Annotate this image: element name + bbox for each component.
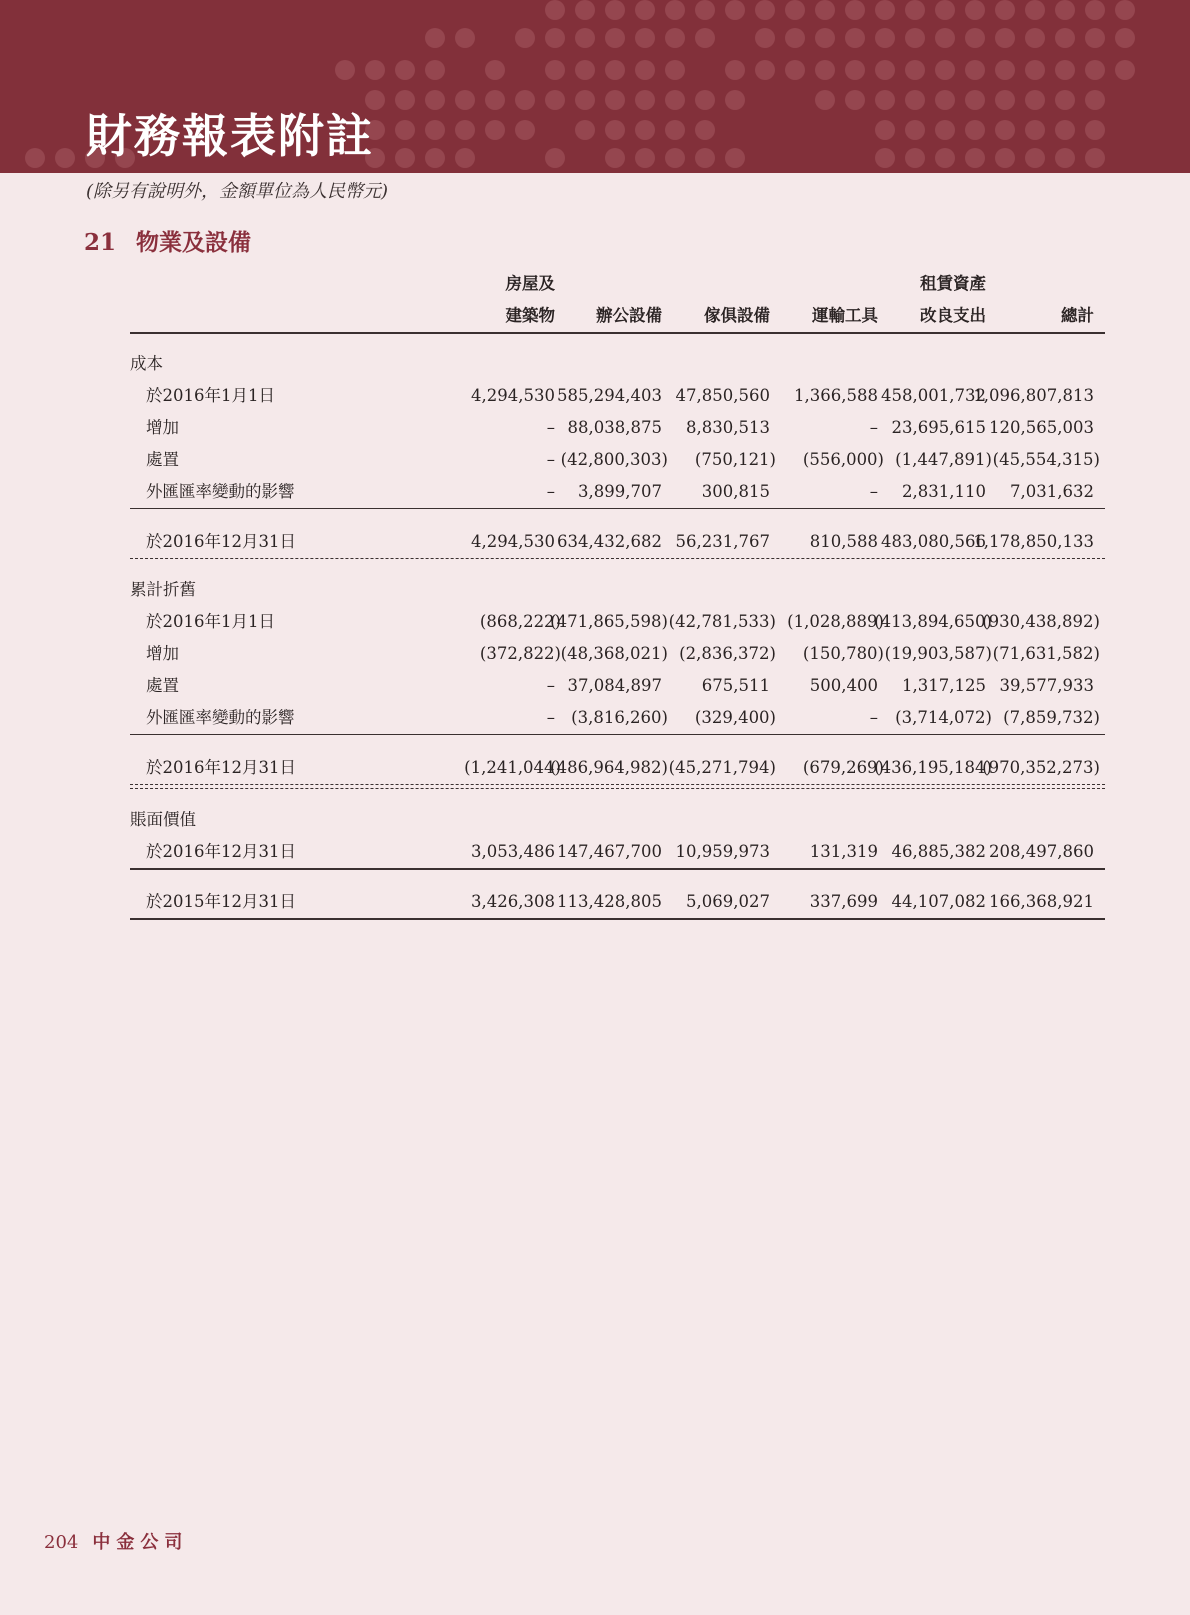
table-row	[130, 380, 1105, 412]
decorative-dot	[455, 148, 475, 168]
row-label: 於2016年1月1日	[146, 386, 275, 405]
value-cell: 1,096,807,813	[973, 386, 1094, 405]
value-cell: 810,588	[809, 532, 878, 551]
column-header: 傢俱設備	[704, 306, 770, 325]
decorative-dot	[905, 28, 925, 48]
value-cell: (150,780)	[802, 644, 884, 663]
decorative-dot	[725, 60, 745, 80]
decorative-dot	[605, 120, 625, 140]
decorative-dot	[665, 120, 685, 140]
decorative-dot	[815, 28, 835, 48]
total-dashed-rule-2	[130, 788, 1105, 789]
decorative-dot	[695, 28, 715, 48]
decorative-dot	[1055, 90, 1075, 110]
value-cell: (556,000)	[802, 450, 884, 469]
value-cell: 5,069,027	[686, 892, 770, 911]
decorative-dot	[575, 90, 595, 110]
decorative-dot	[335, 60, 355, 80]
decorative-dot	[665, 60, 685, 80]
decorative-dot	[815, 60, 835, 80]
row-label: 處置	[146, 676, 179, 695]
section-label: 成本	[130, 354, 163, 373]
decorative-dot	[1055, 28, 1075, 48]
decorative-dot	[1115, 60, 1135, 80]
decorative-dot	[755, 60, 775, 80]
value-cell: (1,028,889)	[787, 612, 884, 631]
decorative-dot	[815, 90, 835, 110]
value-cell: 4,294,530	[471, 532, 555, 551]
decorative-dot	[905, 60, 925, 80]
decorative-dot	[995, 90, 1015, 110]
decorative-dot	[605, 90, 625, 110]
decorative-dot	[995, 148, 1015, 168]
row-label: 處置	[146, 450, 179, 469]
value-cell: 88,038,875	[567, 418, 662, 437]
decorative-dot	[545, 28, 565, 48]
decorative-dot	[455, 90, 475, 110]
carrying-rule-2015	[130, 918, 1105, 920]
decorative-dot	[395, 90, 415, 110]
value-cell: 3,899,707	[578, 482, 662, 501]
value-cell: –	[546, 482, 555, 501]
value-cell: –	[546, 450, 555, 469]
value-cell: 131,319	[809, 842, 878, 861]
decorative-dot	[725, 148, 745, 168]
table-row	[130, 886, 1105, 918]
section-number: 21	[84, 229, 117, 256]
row-label: 於2015年12月31日	[146, 892, 296, 911]
value-cell: 337,699	[809, 892, 878, 911]
decorative-dot	[755, 28, 775, 48]
decorative-dot	[935, 28, 955, 48]
value-cell: (486,964,982)	[550, 758, 668, 777]
row-label: 增加	[146, 418, 179, 437]
decorative-dot	[875, 90, 895, 110]
value-cell: (868,222)	[479, 612, 561, 631]
value-cell: 166,368,921	[989, 892, 1094, 911]
decorative-dot	[1085, 28, 1105, 48]
section-label: 累計折舊	[130, 580, 196, 599]
decorative-dot	[395, 148, 415, 168]
decorative-dot	[485, 60, 505, 80]
decorative-dot	[935, 148, 955, 168]
column-header: 租賃資產	[920, 274, 986, 293]
value-cell: 1,366,588	[794, 386, 878, 405]
decorative-dot	[965, 148, 985, 168]
row-label: 於2016年12月31日	[146, 842, 296, 861]
value-cell: 7,031,632	[1010, 482, 1094, 501]
column-header: 房屋及	[505, 274, 555, 293]
table-row	[130, 702, 1105, 734]
decorative-dot	[845, 0, 865, 20]
value-cell: 300,815	[701, 482, 770, 501]
value-cell: 3,426,308	[471, 892, 555, 911]
decorative-dot	[515, 90, 535, 110]
decorative-dot	[935, 0, 955, 20]
decorative-dot	[725, 0, 745, 20]
value-cell: 634,432,682	[557, 532, 662, 551]
decorative-dot	[635, 0, 655, 20]
decorative-dot	[665, 28, 685, 48]
value-cell: (750,121)	[694, 450, 776, 469]
value-cell: –	[869, 708, 878, 727]
table-row	[130, 444, 1105, 476]
decorative-dot	[965, 60, 985, 80]
page-title: 財務報表附註	[86, 109, 374, 163]
value-cell: (436,195,184)	[874, 758, 992, 777]
decorative-dot	[905, 0, 925, 20]
header-rule	[130, 332, 1105, 334]
decorative-dot	[365, 60, 385, 80]
decorative-dot	[1025, 28, 1045, 48]
decorative-dot	[425, 28, 445, 48]
value-cell: 39,577,933	[999, 676, 1094, 695]
value-cell: 675,511	[701, 676, 770, 695]
decorative-dot	[575, 28, 595, 48]
decorative-dot	[545, 0, 565, 20]
decorative-dot	[395, 120, 415, 140]
decorative-dot	[845, 28, 865, 48]
decorative-dot	[785, 28, 805, 48]
decorative-dot	[1115, 0, 1135, 20]
decorative-dot	[695, 90, 715, 110]
value-cell: 113,428,805	[557, 892, 662, 911]
value-cell: 47,850,560	[675, 386, 770, 405]
decorative-dot	[905, 90, 925, 110]
value-cell: (45,554,315)	[992, 450, 1100, 469]
row-label: 於2016年12月31日	[146, 758, 296, 777]
value-cell: 1,317,125	[902, 676, 986, 695]
decorative-dot	[875, 148, 895, 168]
value-cell: (3,714,072)	[895, 708, 992, 727]
decorative-dot	[395, 60, 415, 80]
decorative-dot	[605, 60, 625, 80]
section-label-cost	[130, 348, 1105, 380]
section-title: 物業及設備	[136, 229, 252, 256]
decorative-dot	[965, 90, 985, 110]
decorative-dot	[635, 60, 655, 80]
value-cell: 120,565,003	[989, 418, 1094, 437]
total-row	[130, 526, 1105, 558]
total-row	[130, 752, 1105, 784]
value-cell: (42,781,533)	[668, 612, 776, 631]
page-number: 204	[44, 1532, 79, 1553]
decorative-dot	[575, 60, 595, 80]
value-cell: (2,836,372)	[679, 644, 776, 663]
decorative-dot	[605, 0, 625, 20]
decorative-dot	[635, 28, 655, 48]
decorative-dot	[605, 148, 625, 168]
decorative-dot	[995, 120, 1015, 140]
value-cell: –	[546, 418, 555, 437]
column-header-line2	[130, 300, 1105, 332]
value-cell: 10,959,973	[675, 842, 770, 861]
column-header: 總計	[1061, 306, 1094, 325]
table-row	[130, 836, 1105, 868]
value-cell: (48,368,021)	[560, 644, 668, 663]
decorative-dot	[695, 0, 715, 20]
value-cell: (7,859,732)	[1003, 708, 1100, 727]
decorative-dot	[875, 120, 895, 140]
value-cell: (372,822)	[479, 644, 561, 663]
decorative-dot	[1085, 60, 1105, 80]
value-cell: (71,631,582)	[992, 644, 1100, 663]
value-cell: 208,497,860	[989, 842, 1094, 861]
decorative-dot	[785, 0, 805, 20]
value-cell: 56,231,767	[675, 532, 770, 551]
value-cell: 147,467,700	[557, 842, 662, 861]
decorative-dot	[1085, 120, 1105, 140]
value-cell: 46,885,382	[891, 842, 986, 861]
column-header-line1	[130, 268, 1105, 300]
decorative-dot	[935, 90, 955, 110]
decorative-dot	[845, 90, 865, 110]
subtotal-rule	[130, 734, 1105, 735]
decorative-dot	[1085, 0, 1105, 20]
decorative-dot	[995, 60, 1015, 80]
value-cell: (3,816,260)	[571, 708, 668, 727]
decorative-dot	[935, 60, 955, 80]
value-cell: 44,107,082	[891, 892, 986, 911]
decorative-dot	[935, 120, 955, 140]
decorative-dot	[455, 120, 475, 140]
value-cell: 23,695,615	[891, 418, 986, 437]
value-cell: (930,438,892)	[982, 612, 1100, 631]
decorative-dot	[425, 120, 445, 140]
value-cell: –	[869, 482, 878, 501]
value-cell: (42,800,303)	[560, 450, 668, 469]
decorative-dot	[1055, 0, 1075, 20]
value-cell: 3,053,486	[471, 842, 555, 861]
value-cell: (19,903,587)	[884, 644, 992, 663]
decorative-dot	[365, 90, 385, 110]
decorative-dot	[965, 120, 985, 140]
decorative-dot	[545, 148, 565, 168]
value-cell: (970,352,273)	[982, 758, 1100, 777]
decorative-dot	[1025, 60, 1045, 80]
decorative-dot	[665, 148, 685, 168]
value-cell: 37,084,897	[567, 676, 662, 695]
decorative-dot	[1085, 90, 1105, 110]
decorative-dot	[1085, 148, 1105, 168]
value-cell: 585,294,403	[557, 386, 662, 405]
column-header: 改良支出	[920, 306, 986, 325]
value-cell: –	[546, 676, 555, 695]
table-row	[130, 606, 1105, 638]
row-label: 於2016年12月31日	[146, 532, 296, 551]
decorative-dot	[1025, 90, 1045, 110]
decorative-dot	[815, 0, 835, 20]
section-heading	[84, 224, 251, 257]
value-cell: (413,894,650)	[874, 612, 992, 631]
decorative-dot	[1025, 0, 1045, 20]
decorative-dot	[1115, 28, 1135, 48]
value-cell: (45,271,794)	[668, 758, 776, 777]
decorative-dot	[635, 148, 655, 168]
decorative-dot	[485, 120, 505, 140]
row-label: 於2016年1月1日	[146, 612, 275, 631]
table-row	[130, 412, 1105, 444]
value-cell: 458,001,732	[881, 386, 986, 405]
carrying-rule-2016	[130, 868, 1105, 870]
row-label: 增加	[146, 644, 179, 663]
total-dashed-rule	[130, 558, 1105, 559]
decorative-dot	[995, 28, 1015, 48]
row-label: 外匯匯率變動的影響	[146, 482, 295, 501]
decorative-dot	[665, 0, 685, 20]
decorative-dot	[425, 60, 445, 80]
table-row	[130, 638, 1105, 670]
decorative-dot	[425, 148, 445, 168]
decorative-dot	[1055, 60, 1075, 80]
decorative-dot	[1055, 120, 1075, 140]
decorative-dot	[485, 90, 505, 110]
section-label-carrying	[130, 804, 1105, 836]
decorative-dot	[875, 60, 895, 80]
decorative-dot	[1025, 148, 1045, 168]
decorative-dot	[1025, 120, 1045, 140]
value-cell: 2,831,110	[902, 482, 986, 501]
column-header: 運輸工具	[812, 306, 878, 325]
column-header: 辦公設備	[596, 306, 662, 325]
value-cell: (329,400)	[694, 708, 776, 727]
decorative-dot	[665, 90, 685, 110]
subtotal-rule	[130, 508, 1105, 509]
value-cell: 483,080,566	[881, 532, 986, 551]
value-cell: –	[869, 418, 878, 437]
decorative-dot	[55, 148, 75, 168]
decorative-dot	[455, 28, 475, 48]
table-row	[130, 476, 1105, 508]
decorative-dot	[695, 148, 715, 168]
decorative-dot	[25, 148, 45, 168]
decorative-dot	[545, 90, 565, 110]
table-row	[130, 670, 1105, 702]
value-cell: (1,447,891)	[895, 450, 992, 469]
page-subtitle: (除另有說明外，金額單位為人民幣元)	[86, 181, 389, 202]
decorative-dot	[995, 0, 1015, 20]
decorative-dot	[905, 148, 925, 168]
decorative-dot	[545, 60, 565, 80]
decorative-dot	[695, 120, 715, 140]
decorative-dot	[875, 28, 895, 48]
decorative-dot	[875, 0, 895, 20]
decorative-dot	[965, 0, 985, 20]
decorative-dot	[755, 0, 775, 20]
total-dashed-rule	[130, 784, 1105, 785]
page-footer	[44, 1528, 188, 1554]
decorative-dot	[515, 28, 535, 48]
decorative-dot	[785, 60, 805, 80]
row-label: 外匯匯率變動的影響	[146, 708, 295, 727]
decorative-dot	[575, 0, 595, 20]
value-cell: (679,269)	[802, 758, 884, 777]
decorative-dot	[575, 120, 595, 140]
decorative-dot	[515, 120, 535, 140]
value-cell: –	[546, 708, 555, 727]
company-name: 中金公司	[92, 1532, 189, 1553]
decorative-dot	[965, 28, 985, 48]
column-header: 建築物	[505, 306, 555, 325]
section-label: 賬面價值	[130, 810, 196, 829]
decorative-dot	[425, 90, 445, 110]
decorative-dot	[845, 60, 865, 80]
decorative-dot	[725, 90, 745, 110]
decorative-dot	[635, 90, 655, 110]
decorative-dot	[635, 120, 655, 140]
value-cell: 8,830,513	[686, 418, 770, 437]
decorative-dot	[905, 120, 925, 140]
value-cell: 1,178,850,133	[973, 532, 1094, 551]
value-cell: (471,865,598)	[550, 612, 668, 631]
decorative-dot	[605, 28, 625, 48]
value-cell: (1,241,044)	[464, 758, 561, 777]
value-cell: 4,294,530	[471, 386, 555, 405]
decorative-dot	[1055, 148, 1075, 168]
section-label-depreciation	[130, 574, 1105, 606]
value-cell: 500,400	[809, 676, 878, 695]
